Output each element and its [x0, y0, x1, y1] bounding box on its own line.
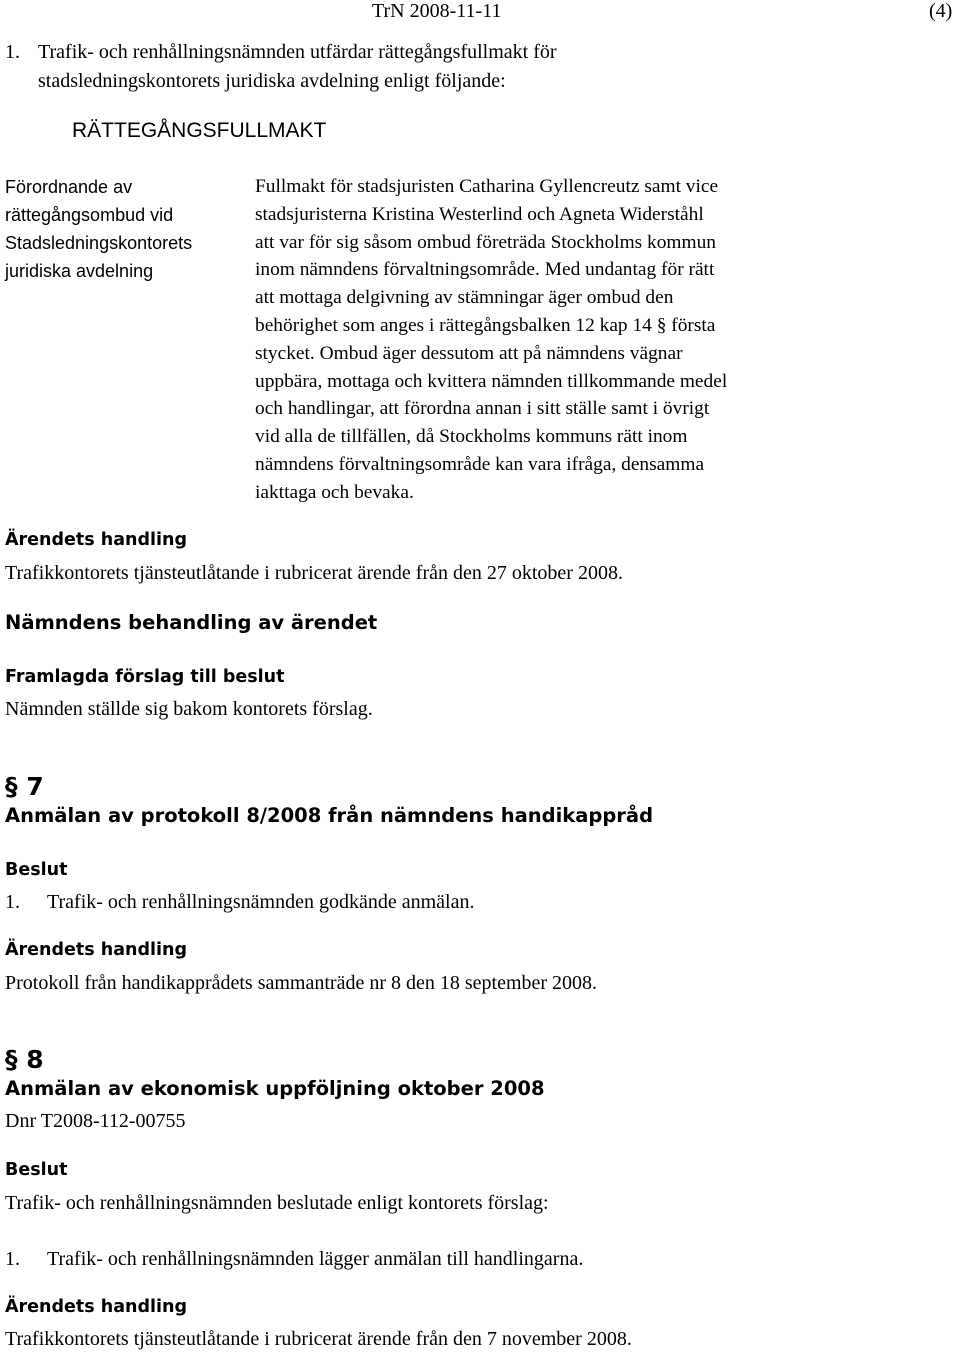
behandling-heading: Nämndens behandling av ärendet: [5, 611, 378, 634]
intro-line-2: stadsledningskontorets juridiska avdelning enligt följande:: [38, 70, 506, 92]
section-7-arendets-heading: Ärendets handling: [5, 940, 188, 960]
fullmakt-line: iakttaga och bevaka.: [255, 481, 414, 503]
arendets-handling-text: Trafikkontorets tjänsteutlåtande i rubricerat ärende från den 27 oktober 2008.: [5, 562, 623, 584]
section-8-beslut-number: 1.: [5, 1248, 20, 1270]
section-8-arendets-heading: Ärendets handling: [5, 1297, 188, 1317]
forslag-text: Nämnden ställde sig bakom kontorets förslag.: [5, 698, 373, 720]
section-7-arendets-text: Protokoll från handikapprådets sammanträde nr 8 den 18 september 2008.: [5, 972, 598, 994]
section-8-arendets-text: Trafikkontorets tjänsteutlåtande i rubricerat ärende från den 7 november 2008.: [5, 1328, 632, 1350]
left-label-line: juridiska avdelning: [5, 261, 154, 281]
document-id: TrN 2008-11-11: [372, 0, 502, 22]
arendets-handling-heading: Ärendets handling: [5, 530, 188, 550]
section-7-beslut-heading: Beslut: [5, 860, 68, 880]
page-number: (4): [929, 0, 953, 22]
fullmakt-line: nämndens förvaltningsområde kan vara ifråga, densamma: [255, 453, 705, 475]
section-7-beslut-number: 1.: [5, 891, 20, 913]
left-label-line: rättegångsombud vid: [5, 205, 174, 225]
section-7-beslut-text: Trafik- och renhållningsnämnden godkände anmälan.: [47, 891, 475, 913]
section-8-dnr: Dnr T2008-112-00755: [5, 1110, 186, 1132]
fullmakt-left-label: [5, 173, 192, 285]
fullmakt-line: stadsjuristerna Kristina Westerlind och Agneta Widerståhl: [255, 203, 704, 225]
section-7-number: § 7: [5, 772, 44, 801]
fullmakt-title: RÄTTEGÅNGSFULLMAKT: [72, 119, 327, 142]
section-8-beslut-intro: Trafik- och renhållningsnämnden beslutade enligt kontorets förslag:: [5, 1192, 549, 1214]
fullmakt-line: uppbära, mottaga och kvittera nämnden tillkommande medel: [255, 370, 728, 392]
left-label-line: Förordnande av: [5, 177, 133, 197]
fullmakt-line: stycket. Ombud äger dessutom att på nämndens vägnar: [255, 342, 683, 364]
fullmakt-line: vid alla de tillfällen, då Stockholms kommuns rätt inom: [255, 426, 688, 448]
section-8-title: Anmälan av ekonomisk uppföljning oktober 2008: [5, 1077, 545, 1100]
section-8-beslut-heading: Beslut: [5, 1160, 68, 1180]
forslag-heading: Framlagda förslag till beslut: [5, 667, 285, 687]
section-8-beslut-text: Trafik- och renhållningsnämnden lägger anmälan till handlingarna.: [47, 1248, 584, 1270]
intro-line-1: Trafik- och renhållningsnämnden utfärdar rättegångsfullmakt för: [38, 41, 557, 63]
intro-number: 1.: [5, 41, 20, 63]
fullmakt-line: att var för sig såsom ombud företräda Stockholms kommun: [255, 231, 716, 253]
fullmakt-line: att mottaga delgivning av stämningar äger ombud den: [255, 287, 674, 309]
fullmakt-line: inom nämndens förvaltningsområde. Med undantag för rätt: [255, 259, 715, 281]
fullmakt-text: [255, 173, 727, 507]
section-8-number: § 8: [5, 1045, 44, 1074]
fullmakt-line: Fullmakt för stadsjuristen Catharina Gyllencreutz samt vice: [255, 176, 719, 197]
fullmakt-line: och handlingar, att förordna annan i sitt ställe samt i övrigt: [255, 398, 710, 420]
fullmakt-line: behörighet som anges i rättegångsbalken 12 kap 14 § första: [255, 314, 716, 336]
left-label-line: Stadsledningskontorets: [5, 233, 193, 253]
section-7-title: Anmälan av protokoll 8/2008 från nämndens handikappråd: [5, 804, 654, 827]
